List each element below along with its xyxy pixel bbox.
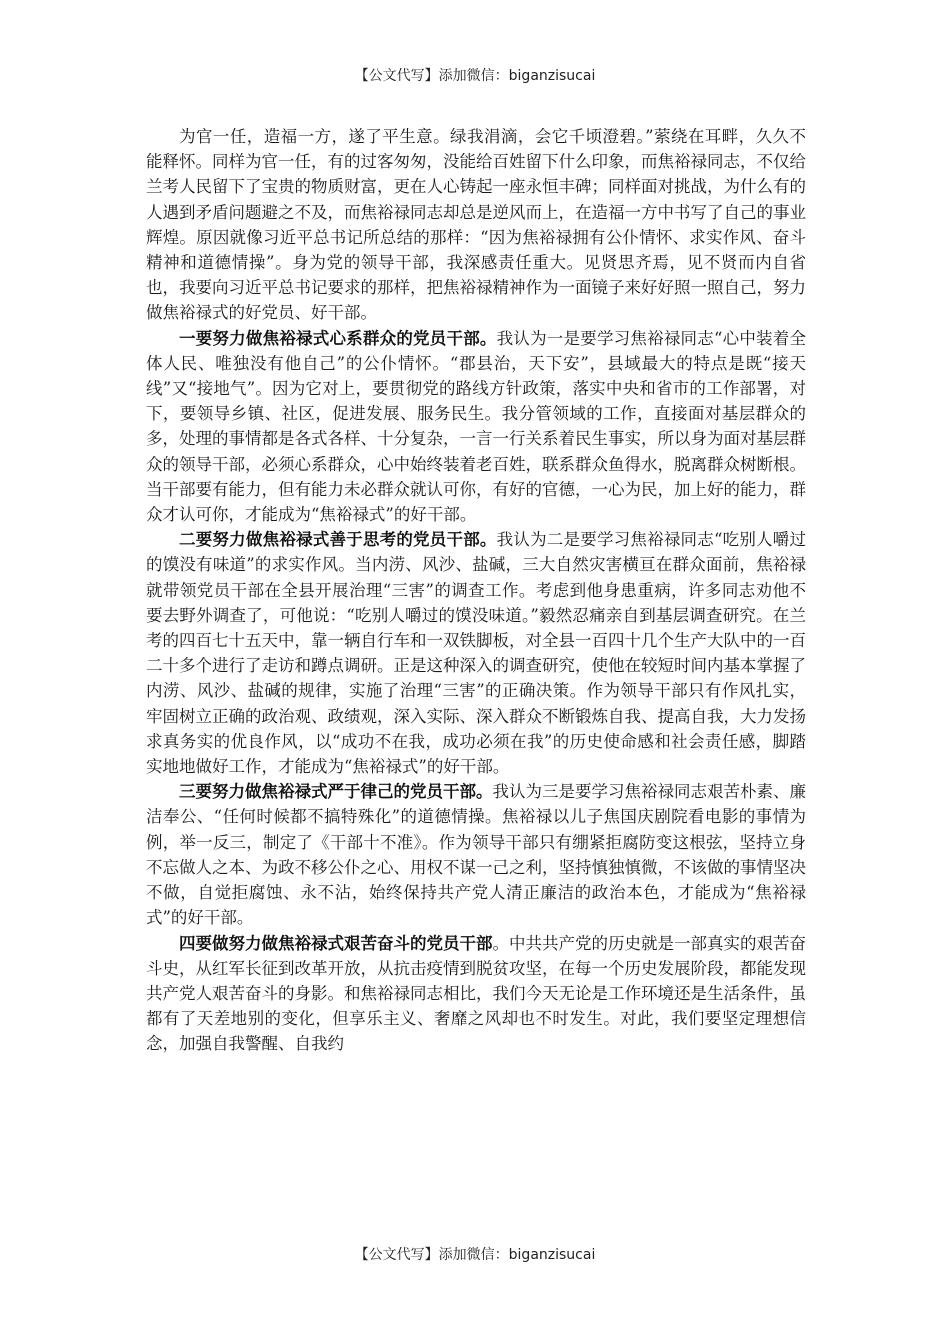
document-body [146,124,806,1057]
section-heading-4: 四要做努力做焦裕禄式艰苦奋斗的党员干部 [179,933,493,953]
section-text-1: 我认为一是要学习焦裕禄同志“心中装着全体人民、唯独没有他自己”的公仆情怀。“郡县治，天下安”，县域最大的特点是既“接天线”又“接地气”。因为它对上，要贯彻党的路线方针政策，落实中央和省市的工作部署，对下，要领导乡镇、社区，促进发展、服务民生。我分管领域的工作，直接面对基层群众的多，处理的事情都是各式各样、十分复杂，一言一行关系着民生事实，所以身为面对基层群众的领导干部，必须心系群众，心中始终装着老百姓，联系群众鱼得水，脱离群众树断根。当干部要有能力，但有能力未必群众就认可你，有好的官德，一心为民，加上好的能力，群众才认可你，才能成为“焦裕禄式”的好干部。 [146,328,806,525]
section-paragraph-3 [146,779,806,930]
intro-paragraph: 为官一任，造福一方，遂了平生意。绿我涓滴，会它千顷澄碧。”萦绕在耳畔，久久不能释怀。同样为官一任，有的过客匆匆，没能给百姓留下什么印象，而焦裕禄同志，不仅给兰考人民留下了宝贵的物质财富，更在人心铸起一座永恒丰碑；同样面对挑战，为什么有的人遇到矛盾问题避之不及，而焦裕禄同志却总是逆风而上，在造福一方中书写了自己的事业辉煌。原因就像习近平总书记所总结的那样：“因为焦裕禄拥有公仆情怀、求实作风、奋斗精神和道德情操”。身为党的领导干部，我深感责任重大。见贤思齐焉，见不贤而内自省也，我要向习近平总书记要求的那样，把焦裕禄精神作为一面镜子来好好照一照自己，努力做焦裕禄式的好党员、好干部。 [146,127,806,323]
section-heading-2: 二要努力做焦裕禄式善于思考的党员干部。 [179,530,497,550]
page-footer: 【公文代写】添加微信：biganzisucai [354,1247,596,1263]
section-text-2: 我认为二是要学习焦裕禄同志“吃别人嚼过的馍没有味道”的求实作风。当内涝、风沙、盐碱，三大自然灾害横亘在群众面前，焦裕禄就带领党员干部在全县开展治理“三害”的调查工作。考虑到他身患重病，许多同志劝他不要去野外调查了，可他说：“吃别人嚼过的馍没味道。”毅然忍痛亲自到基层调查研究。在兰考的四百七十五天中，靠一辆自行车和一双铁脚板，对全县一百四十几个生产大队中的一百二十多个进行了走访和蹲点调研。正是这种深入的调查研究，使他在较短时间内基本掌握了内涝、风沙、盐碱的规律，实施了治理“三害”的正确决策。作为领导干部只有作风扎实，牢固树立正确的政治观、政绩观，深入实际、深入群众不断锻炼自我、提高自我，大力发扬求真务实的优良作风，以“成功不在我，成功必须在我”的历史使命感和社会责任感，脚踏实地地做好工作，才能成为“焦裕禄式”的好干部。 [146,530,806,777]
section-text-3: 我认为三是要学习焦裕禄同志艰苦朴素、廉洁奉公、“任何时候都不搞特殊化”的道德情操。焦裕禄以儿子焦国庆剧院看电影的事情为例，举一反三，制定了《干部十不准》。作为领导干部只有绷紧拒腐防变这根弦，坚持立身不忘做人之本、为政不移公仆之心、用权不谋一己之利，坚持慎独慎微，不该做的事情坚决不做，自觉拒腐蚀、永不沾，始终保持共产党人清正廉洁的政治本色，才能成为“焦裕禄式”的好干部。 [146,782,806,928]
section-heading-1: 一要努力做焦裕禄式心系群众的党员干部。 [179,328,497,348]
page-header: 【公文代写】添加微信：biganzisucai [354,68,596,84]
section-paragraph-2 [146,527,806,779]
section-heading-3: 三要努力做焦裕禄式严于律己的党员干部。 [179,782,493,802]
section-paragraph-1 [146,326,806,528]
section-text-4: 。中共共产党的历史就是一部真实的艰苦奋斗史，从红军长征到改革开放，从抗击疫情到脱贫攻坚，在每一个历史发展阶段，都能发现共产党人艰苦奋斗的身影。和焦裕禄同志相比，我们今天无论是工作环境还是生活条件，虽都有了天差地别的变化，但享乐主义、奢靡之风却也不时发生。对此，我们要坚定理想信念，加强自我警醒、自我约 [146,933,806,1054]
section-paragraph-4 [146,931,806,1057]
